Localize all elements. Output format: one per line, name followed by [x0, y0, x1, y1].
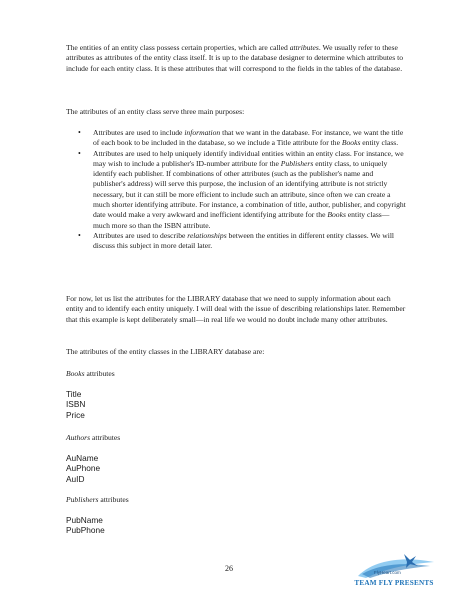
paragraph-library-attributes: For now, let us list the attributes for the LIBRARY database that we need to supply information about each entity and to identify each entity uniquely. I will deal with the issue of describing relationships later. Remember that this example is kept deliberately small—in real life we would no doubt include many other attributes.: [66, 294, 406, 324]
text-run: . We usually refer to these attributes as attributes of the entity class itself. It is up to the database designer to determine which attributes to include for each entity class. It is these attributes that will correspond to the fields in the tables of the database.: [66, 43, 403, 73]
emphasis: Publishers: [66, 495, 99, 504]
attribute-item: PubName: [66, 515, 103, 525]
list-item: [78, 149, 406, 231]
attribute-item: AuName: [66, 453, 99, 463]
purposes-list: [78, 128, 406, 252]
text-run: entity class—much more so than the ISBN attribute.: [93, 210, 390, 230]
logo-caption: TEAM FLY PRESENTS: [354, 579, 434, 587]
text-run: entity class.: [360, 138, 399, 148]
publishers-attributes-heading: [66, 495, 129, 505]
attribute-item: AuID: [66, 473, 85, 484]
emphasis-attributes: attributes: [289, 43, 319, 52]
attribute-item: Price: [66, 409, 85, 420]
paragraph-purposes: The attributes of an entity class serve three main purposes:: [66, 107, 245, 116]
text-run: between the entities in different entity classes. We will discuss this subject in more detail later.: [93, 230, 395, 251]
text-run: The entities of an entity class possess certain properties, which are called: [66, 43, 290, 52]
emphasis: Authors: [66, 433, 91, 442]
attribute-item: Title: [66, 389, 82, 399]
authors-attributes-list: [66, 453, 100, 484]
paragraph-attributes-intro: [66, 43, 406, 74]
authors-attributes-heading: [66, 433, 120, 443]
text-run: that we want in the database. For instance, we want the title of each book to be included in the database, so we include a Title attribute for the: [93, 128, 404, 148]
text-run: entity class, to uniquely identify each publisher. If combinations of other attributes (such as the publisher's name and publisher's address) will serve this purpose, the inclusion of an identifying attribute is not strictly necessary, but it can still be more efficient to include such an attribute, since often we can create a much shorter identifying attribute. For instance, a combination of title, author, publisher, and copyright date would make a very awkward and inefficient identifying attribute for the: [93, 158, 406, 220]
emphasis: Books: [341, 138, 361, 148]
attribute-item: AuPhone: [66, 463, 101, 474]
text-run: Attributes are used to help uniquely identify individual entities within an entity class. For instance, we may wish to include a publisher's ID-number attribute for the: [93, 148, 404, 168]
text-run: Attributes are used to include: [93, 128, 185, 137]
attribute-item: PubPhone: [66, 525, 105, 536]
text-run: attributes: [90, 433, 121, 442]
list-item: [78, 231, 406, 252]
attribute-item: ISBN: [66, 399, 86, 410]
publishers-attributes-list: [66, 515, 105, 536]
list-item: [78, 128, 406, 149]
logo-url-text: FlyHeart.com: [374, 570, 401, 575]
emphasis: information: [184, 128, 221, 137]
books-attributes-heading: [66, 369, 115, 379]
emphasis: Books: [66, 369, 85, 378]
text-run: Attributes are used to describe: [93, 230, 188, 240]
text-run: attributes: [84, 369, 115, 378]
books-attributes-list: [66, 389, 85, 420]
page-number: 26: [225, 564, 233, 573]
emphasis: Publishers: [280, 158, 314, 168]
emphasis: relationships: [187, 230, 227, 240]
emphasis: Books: [327, 210, 346, 220]
paragraph-entity-classes: The attributes of the entity classes in the LIBRARY database are:: [66, 347, 265, 356]
text-run: attributes: [98, 495, 129, 504]
